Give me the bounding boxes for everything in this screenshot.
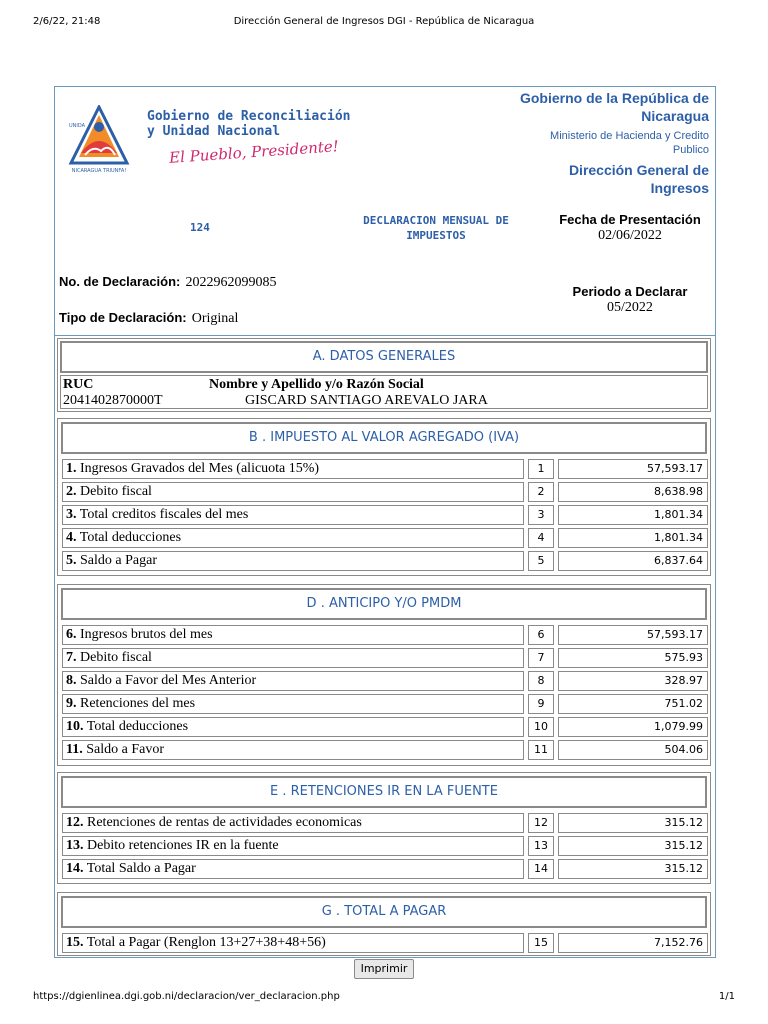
datos-generales-title: A. DATOS GENERALES [60, 341, 708, 373]
row-description: 10. Total deducciones [62, 717, 524, 737]
row-description: 6. Ingresos brutos del mes [62, 625, 524, 645]
logo-text-bottom: NICARAGUA TRIUNFA! [71, 168, 127, 174]
row-amount: 751.02 [558, 694, 708, 714]
section-iva [57, 418, 711, 576]
print-page-title: Dirección General de Ingresos DGI - República de Nicaragua [233, 16, 535, 27]
table-row [62, 859, 708, 879]
row-description: 1. Ingresos Gravados del Mes (alicuota 15%) [62, 459, 524, 479]
government-line-1: Gobierno de Reconciliación [147, 109, 351, 124]
row-amount: 328.97 [558, 671, 708, 691]
republic-name: Gobierno de la República de Nicaragua [519, 90, 709, 124]
name-label: Nombre y Apellido y/o Razón Social [209, 377, 424, 392]
table-row [62, 717, 708, 737]
declaration-type-value: Original [191, 311, 239, 326]
ruc-label: RUC [63, 377, 94, 392]
row-description: 13. Debito retenciones IR en la fuente [62, 836, 524, 856]
row-amount: 8,638.98 [558, 482, 708, 502]
page-number: 1/1 [718, 991, 735, 1002]
row-amount: 57,593.17 [558, 625, 708, 645]
print-datetime: 2/6/22, 21:48 [33, 16, 101, 27]
table-row [62, 551, 708, 571]
row-amount: 315.12 [558, 859, 708, 879]
row-amount: 1,801.34 [558, 528, 708, 548]
row-amount: 1,079.99 [558, 717, 708, 737]
row-amount: 315.12 [558, 813, 708, 833]
form-body [54, 86, 716, 958]
row-description: 7. Debito fiscal [62, 648, 524, 668]
row-description: 9. Retenciones del mes [62, 694, 524, 714]
row-number: 6 [528, 625, 554, 645]
section-title: D . ANTICIPO Y/O PMDM [61, 588, 707, 620]
section-anticipo [57, 584, 711, 766]
declaration-period-value: 05/2022 [607, 300, 653, 315]
row-number: 9 [528, 694, 554, 714]
row-number: 1 [528, 459, 554, 479]
row-description: 15. Total a Pagar (Renglon 13+27+38+48+56) [62, 933, 524, 953]
row-number: 7 [528, 648, 554, 668]
row-number: 14 [528, 859, 554, 879]
ruc-value: 2041402870000T [63, 393, 163, 408]
row-amount: 504.06 [558, 740, 708, 760]
print-header [0, 16, 768, 32]
section-title: E . RETENCIONES IR EN LA FUENTE [61, 776, 707, 808]
declaration-period-label: Periodo a Declarar [572, 284, 688, 299]
table-row [62, 836, 708, 856]
row-number: 12 [528, 813, 554, 833]
table-row [62, 528, 708, 548]
row-amount: 1,801.34 [558, 505, 708, 525]
form-code: 124 [190, 221, 210, 234]
row-number: 2 [528, 482, 554, 502]
section-retenciones [57, 772, 711, 884]
table-row [62, 671, 708, 691]
row-description: 5. Saldo a Pagar [62, 551, 524, 571]
presentation-date-label: Fecha de Presentación [559, 212, 701, 227]
table-row [62, 933, 708, 953]
row-number: 8 [528, 671, 554, 691]
row-amount: 7,152.76 [558, 933, 708, 953]
row-amount: 315.12 [558, 836, 708, 856]
row-description: 11. Saldo a Favor [62, 740, 524, 760]
table-row [62, 505, 708, 525]
row-description: 3. Total creditos fiscales del mes [62, 505, 524, 525]
table-row [62, 482, 708, 502]
government-line-2: y Unidad Nacional [147, 124, 281, 139]
row-number: 5 [528, 551, 554, 571]
ministry-name: Ministerio de Hacienda y Credito Publico [550, 130, 709, 156]
section-total [57, 892, 711, 956]
section-title: G . TOTAL A PAGAR [61, 896, 707, 928]
print-button[interactable]: Imprimir [354, 959, 414, 979]
row-number: 15 [528, 933, 554, 953]
table-row [62, 740, 708, 760]
section-title: B . IMPUESTO AL VALOR AGREGADO (IVA) [61, 422, 707, 454]
declaration-type-label: Tipo de Declaración: [59, 310, 187, 325]
datos-generales-section [57, 338, 711, 412]
direction-name: Dirección General de Ingresos [568, 162, 709, 196]
table-row [62, 813, 708, 833]
row-description: 2. Debito fiscal [62, 482, 524, 502]
row-description: 12. Retenciones de rentas de actividades economicas [62, 813, 524, 833]
name-value: GISCARD SANTIAGO AREVALO JARA [245, 393, 488, 408]
page-url: https://dgienlinea.dgi.gob.ni/declaracion/ver_declaracion.php [33, 991, 340, 1002]
declaration-number-label: No. de Declaración: [59, 274, 181, 289]
taxpayer-row [60, 375, 708, 409]
row-description: 8. Saldo a Favor del Mes Anterior [62, 671, 524, 691]
row-number: 10 [528, 717, 554, 737]
row-amount: 57,593.17 [558, 459, 708, 479]
presentation-date-value: 02/06/2022 [598, 228, 662, 243]
row-description: 14. Total Saldo a Pagar [62, 859, 524, 879]
table-row [62, 625, 708, 645]
form-title: DECLARACION MENSUAL DE IMPUESTOS [363, 214, 509, 242]
table-row [62, 459, 708, 479]
row-number: 13 [528, 836, 554, 856]
table-row [62, 648, 708, 668]
declaration-number-value: 2022962099085 [185, 275, 277, 290]
row-description: 4. Total deducciones [62, 528, 524, 548]
row-amount: 6,837.64 [558, 551, 708, 571]
row-number: 4 [528, 528, 554, 548]
table-row [62, 694, 708, 714]
row-number: 11 [528, 740, 554, 760]
row-amount: 575.93 [558, 648, 708, 668]
slogan: El Pueblo, Presidente! [168, 137, 340, 167]
row-number: 3 [528, 505, 554, 525]
logo-text-top: UNIDA [69, 123, 86, 129]
